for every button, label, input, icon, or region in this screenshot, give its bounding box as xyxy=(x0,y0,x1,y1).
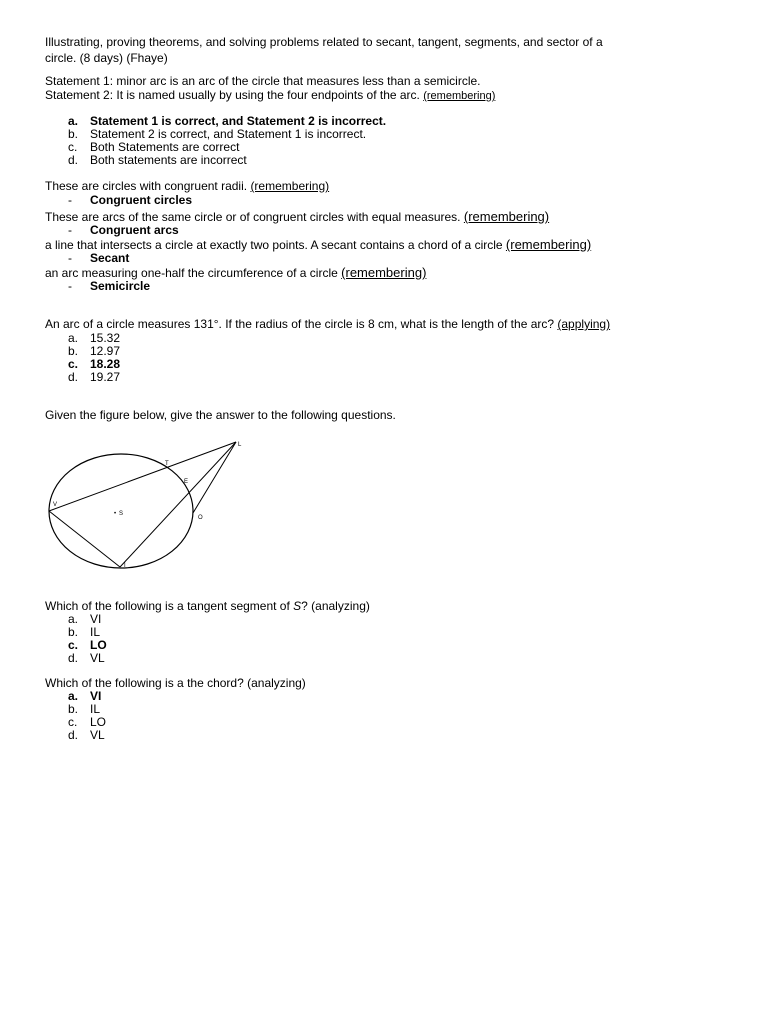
option-letter: a. xyxy=(68,612,79,626)
definition-4 xyxy=(45,266,426,280)
label-t: T xyxy=(165,461,169,467)
header-line-2: circle. (8 days) (Fhaye) xyxy=(45,51,168,65)
option-letter: d. xyxy=(68,651,79,665)
option-text: IL xyxy=(90,625,101,639)
option-text: VL xyxy=(90,651,105,665)
option-text: LO xyxy=(90,638,107,652)
arc-question-text: An arc of a circle measures 131°. If the radius of the circle is 8 cm, what is the length of the arc? xyxy=(45,317,555,331)
option-text: 15.32 xyxy=(90,331,121,345)
tangent-question-text: Which of the following is a tangent segment of xyxy=(45,599,294,613)
option-text: 12.97 xyxy=(90,344,121,358)
answer-text: Secant xyxy=(90,251,130,265)
segment-vl xyxy=(49,442,236,511)
option-text: VL xyxy=(90,728,105,742)
definition-text: an arc measuring one-half the circumference of a circle xyxy=(45,266,338,280)
option-text: 18.28 xyxy=(90,357,121,371)
segment-vi xyxy=(49,511,120,567)
dash: - xyxy=(68,251,72,265)
statement-1: Statement 1: minor arc is an arc of the circle that measures less than a semicircle. xyxy=(45,74,481,88)
definition-tag: (remembering) xyxy=(341,265,427,280)
answer-text: Congruent circles xyxy=(90,193,193,207)
statement-2-line xyxy=(45,89,495,103)
option-letter: a. xyxy=(68,114,79,128)
option-text: Statement 2 is correct, and Statement 1 is incorrect. xyxy=(90,127,367,141)
option-letter: c. xyxy=(68,638,79,652)
option-text: 19.27 xyxy=(90,370,121,384)
definition-tag: (remembering) xyxy=(505,237,592,252)
dash: - xyxy=(68,279,72,293)
definition-tag: (remembering) xyxy=(250,179,330,193)
dash: - xyxy=(68,193,72,207)
definition-3 xyxy=(45,238,591,252)
q1-tag: (remembering) xyxy=(423,90,496,102)
answer-text: Congruent arcs xyxy=(90,223,179,237)
definition-tag: (remembering) xyxy=(463,209,550,224)
circle-figure xyxy=(40,432,255,577)
label-e: E xyxy=(184,479,189,485)
option-letter: c. xyxy=(68,140,78,154)
figure-intro: Given the figure below, give the answer to the following questions. xyxy=(45,408,396,422)
center-dot: • xyxy=(114,511,117,517)
arc-question-tag: (applying) xyxy=(557,317,611,331)
answer-text: Semicircle xyxy=(90,279,151,293)
option-text: LO xyxy=(90,715,107,729)
definition-text: These are arcs of the same circle or of congruent circles with equal measures. xyxy=(45,210,461,224)
segment-lo xyxy=(193,442,236,513)
option-letter: b. xyxy=(68,702,79,716)
label-l: L xyxy=(238,442,242,448)
definition-text: a line that intersects a circle at exactly two points. A secant contains a chord of a circle xyxy=(45,238,503,252)
option-letter: b. xyxy=(68,625,79,639)
segment-il xyxy=(120,442,236,567)
definition-text: These are circles with congruent radii. xyxy=(45,179,248,193)
option-letter: a. xyxy=(68,331,79,345)
label-o: O xyxy=(198,515,203,521)
option-text: Both Statements are correct xyxy=(90,140,240,154)
option-text: VI xyxy=(90,612,102,626)
option-letter: b. xyxy=(68,344,79,358)
label-v: V xyxy=(53,502,58,508)
label-i: I xyxy=(124,563,126,569)
option-letter: b. xyxy=(68,127,79,141)
dash: - xyxy=(68,223,72,237)
option-text: VI xyxy=(90,689,102,703)
label-s: S xyxy=(119,511,124,517)
tangent-question-var: S xyxy=(293,599,302,613)
header-line-1: Illustrating, proving theorems, and solving problems related to secant, tangent, segments, and sector of a xyxy=(45,35,603,49)
option-letter: c. xyxy=(68,715,78,729)
tangent-question-tail: ? (analyzing) xyxy=(301,599,370,613)
option-text: Both statements are incorrect xyxy=(90,153,247,167)
option-letter: d. xyxy=(68,728,79,742)
statement-2: Statement 2: It is named usually by using the four endpoints of the arc. xyxy=(45,88,420,102)
chord-question: Which of the following is a the chord? (analyzing) xyxy=(45,676,306,690)
option-letter: c. xyxy=(68,357,79,371)
option-letter: d. xyxy=(68,370,79,384)
option-letter: d. xyxy=(68,153,79,167)
definition-1 xyxy=(45,180,329,193)
option-text: IL xyxy=(90,702,101,716)
definition-2 xyxy=(45,210,549,224)
option-text: Statement 1 is correct, and Statement 2 is incorrect. xyxy=(90,114,387,128)
arc-question xyxy=(45,318,610,331)
option-letter: a. xyxy=(68,689,79,703)
